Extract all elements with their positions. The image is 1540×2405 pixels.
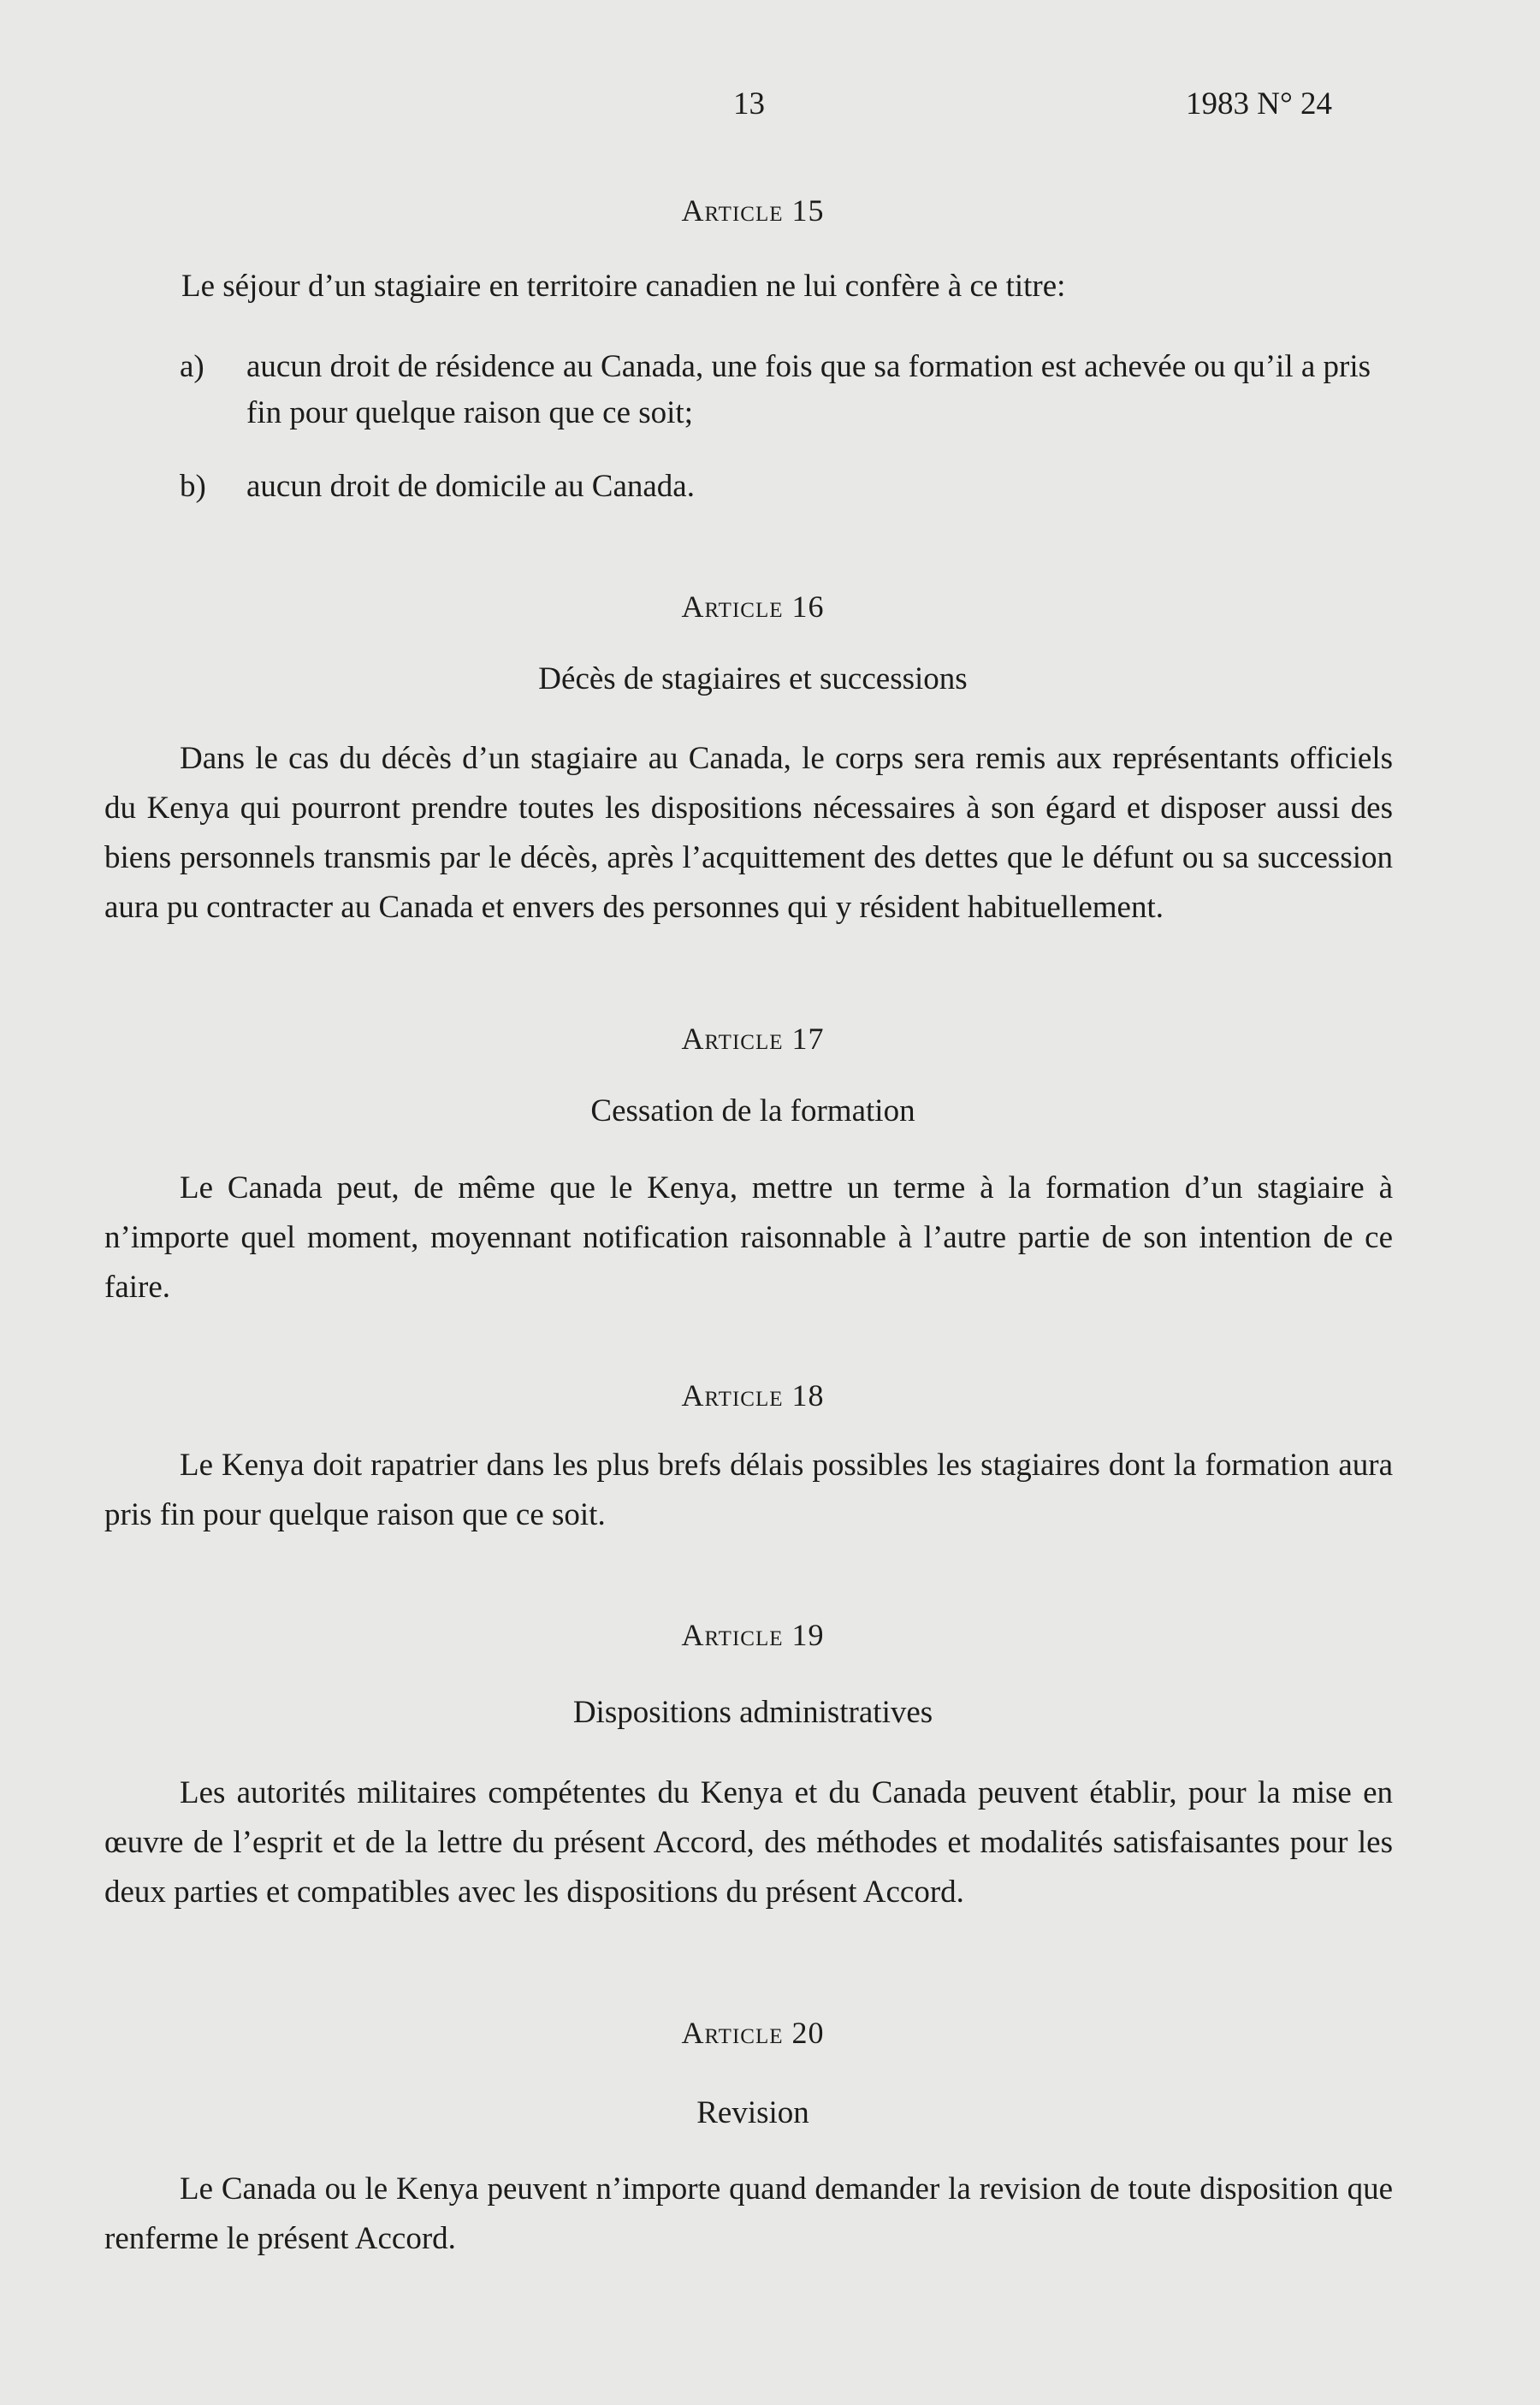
article-18-text: Le Kenya doit rapatrier dans les plus brefs délais possibles les stagiaires dont la formation aura pris fin pour quelque raison que ce soit. [104, 1448, 1393, 1532]
year-number: 1983 N° 24 [1186, 86, 1333, 121]
article-17-heading: Article 17 [681, 1022, 825, 1056]
article-19-text: Les autorités militaires compétentes du Kenya et du Canada peuvent établir, pour la mise en œuvre de l’esprit et de la lettre du présent Accord, des méthodes et modalités satisfaisantes pour les deux parties et compatibles avec les dispositions du présent Accord. [104, 1775, 1393, 1910]
article-17-text: Le Canada peut, de même que le Kenya, mettre un terme à la formation d’un stagiaire à n’importe quel moment, moyennant notification raisonnable à l’autre partie de son intention de ce faire. [104, 1170, 1393, 1305]
article-15-heading: Article 15 [681, 193, 825, 228]
article-20-heading: Article 20 [681, 2016, 825, 2050]
article-19-subtitle: Dispositions administratives [572, 1695, 933, 1730]
article-20-text: Le Canada ou le Kenya peuvent n’importe quand demander la revision de toute disposition que renferme le présent Accord. [104, 2171, 1393, 2256]
item-label: b) [180, 469, 206, 504]
item-text: aucun droit de domicile au Canada. [246, 469, 695, 504]
article-18-heading: Article 18 [681, 1378, 825, 1413]
article-16-heading: Article 16 [681, 589, 825, 624]
article-15-intro: Le séjour d’un stagiaire en territoire canadien ne lui confère à ce titre: [181, 269, 1066, 304]
item-text: aucun droit de résidence au Canada, une fois que sa formation est achevée ou qu’il a pris fin pour quelque raison que ce soit; [246, 349, 1371, 430]
article-16-text: Dans le cas du décès d’un stagiaire au Canada, le corps sera remis aux représentants officiels du Kenya qui pourront prendre toutes les dispositions nécessaires à son égard et disposer aussi des biens personnels transmis par le décès, après l’acquittement des dettes que le défunt ou sa succession aura pu contracter au Canada et envers des personnes qui y résident habituellement. [104, 741, 1393, 925]
article-17-subtitle: Cessation de la formation [590, 1093, 915, 1128]
page-number: 13 [733, 86, 765, 121]
article-19-heading: Article 19 [681, 1618, 825, 1652]
article-16-subtitle: Décès de stagiaires et successions [538, 661, 968, 696]
article-20-subtitle: Revision [696, 2095, 809, 2130]
item-label: a) [180, 349, 204, 384]
